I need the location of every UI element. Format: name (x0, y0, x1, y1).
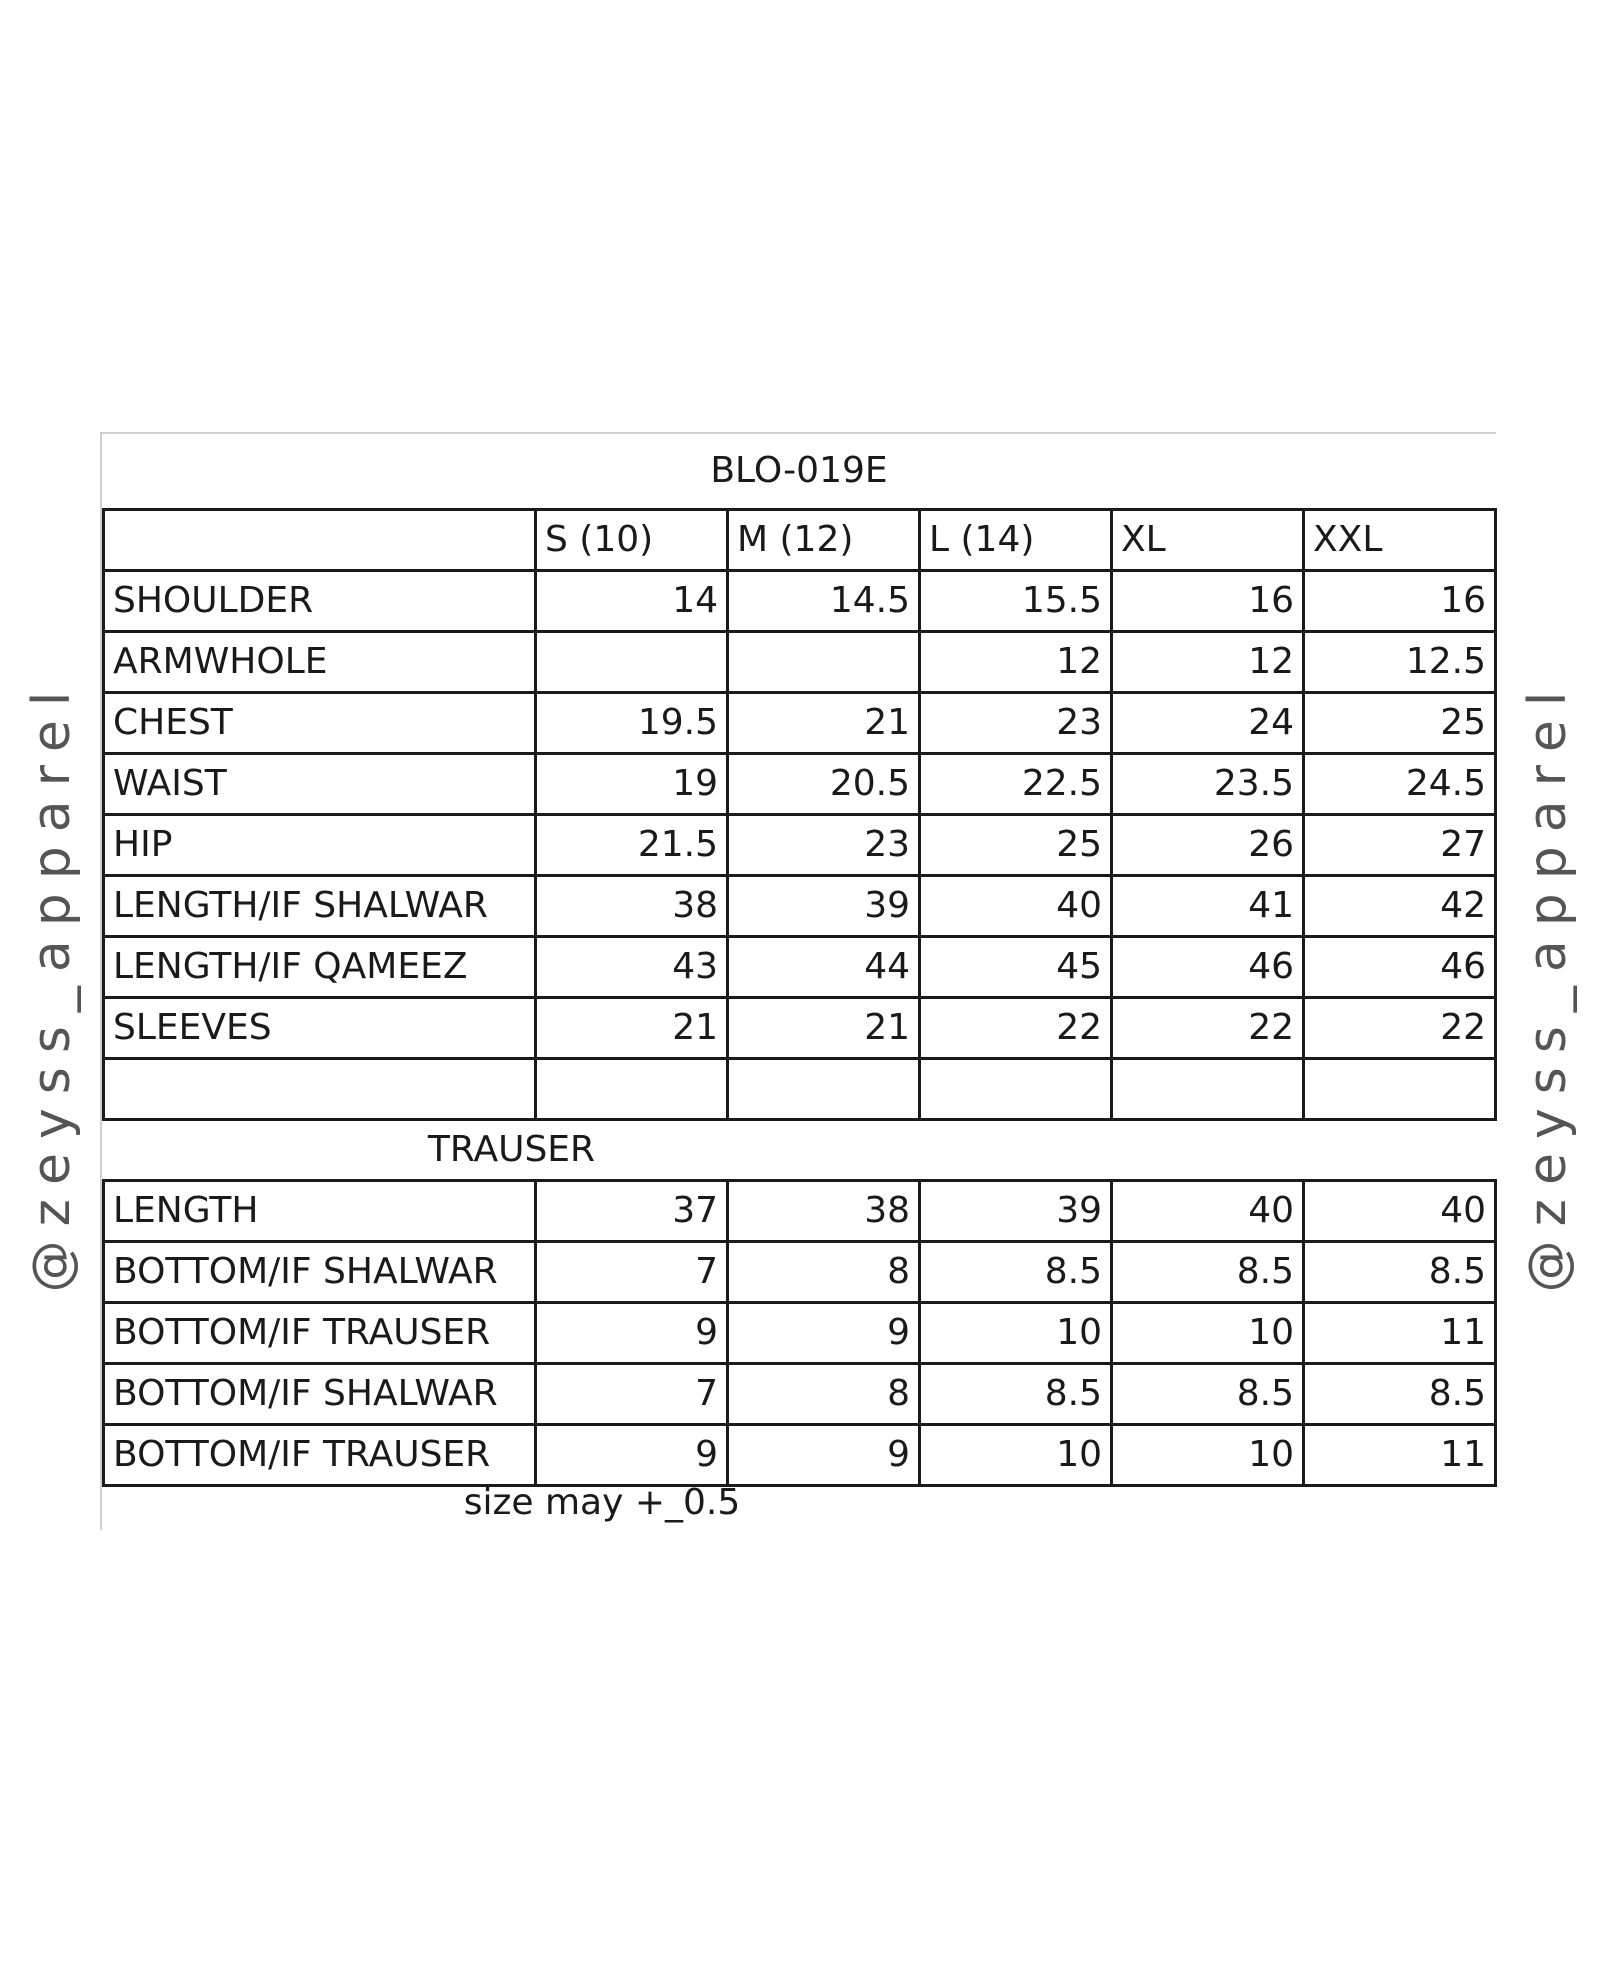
measurement-value: 40 (1112, 1181, 1304, 1242)
measurement-row (104, 1181, 1496, 1242)
measurement-value: 10 (1112, 1425, 1304, 1486)
measurement-label: BOTTOM/IF TRAUSER (104, 1425, 536, 1486)
measurement-value: 12.5 (1304, 632, 1496, 693)
measurement-value: 37 (536, 1181, 728, 1242)
measurement-row (104, 571, 1496, 632)
measurement-value: 42 (1304, 876, 1496, 937)
measurement-row (104, 1242, 1496, 1303)
measurement-value: 9 (536, 1303, 728, 1364)
measurement-value: 16 (1112, 571, 1304, 632)
measurement-value: 41 (1112, 876, 1304, 937)
measurement-value: 15.5 (920, 571, 1112, 632)
measurement-value: 39 (920, 1181, 1112, 1242)
measurement-value: 8.5 (920, 1242, 1112, 1303)
measurement-value: 21 (728, 998, 920, 1059)
measurement-value: 8.5 (1304, 1364, 1496, 1425)
measurement-label: LENGTH (104, 1181, 536, 1242)
measurement-label: BOTTOM/IF TRAUSER (104, 1303, 536, 1364)
size-chart-sheet (100, 432, 1496, 1530)
measurement-value: 14.5 (728, 571, 920, 632)
measurement-row (104, 632, 1496, 693)
size-chart-table (102, 508, 1497, 1487)
measurement-row (104, 1059, 1496, 1120)
measurement-label: LENGTH/IF SHALWAR (104, 876, 536, 937)
measurement-value: 38 (728, 1181, 920, 1242)
measurement-value: 16 (1304, 571, 1496, 632)
watermark-left: @zeyss_apparel (22, 677, 82, 1293)
measurement-label (104, 1059, 536, 1120)
measurement-value: 22 (1112, 998, 1304, 1059)
measurement-row (104, 1364, 1496, 1425)
measurement-value: 8 (728, 1364, 920, 1425)
measurement-value (1304, 1059, 1496, 1120)
measurement-value: 23.5 (1112, 754, 1304, 815)
size-header: S (10) (536, 510, 728, 571)
measurement-value: 40 (920, 876, 1112, 937)
size-header: XXL (1304, 510, 1496, 571)
measurement-value: 8.5 (1112, 1364, 1304, 1425)
measurement-label: HIP (104, 815, 536, 876)
size-header: L (14) (920, 510, 1112, 571)
measurement-value: 25 (920, 815, 1112, 876)
trouser-section-row (104, 1120, 1496, 1181)
measurement-label: LENGTH/IF QAMEEZ (104, 937, 536, 998)
measurement-value: 12 (920, 632, 1112, 693)
measurement-value: 9 (536, 1425, 728, 1486)
measurement-label: CHEST (104, 693, 536, 754)
measurement-value: 44 (728, 937, 920, 998)
measurement-value: 9 (728, 1303, 920, 1364)
measurement-label: SLEEVES (104, 998, 536, 1059)
trouser-section-title: TRAUSER (104, 1120, 920, 1181)
measurement-label: BOTTOM/IF SHALWAR (104, 1242, 536, 1303)
measurement-value: 46 (1112, 937, 1304, 998)
measurement-value: 22 (920, 998, 1112, 1059)
measurement-value: 21.5 (536, 815, 728, 876)
measurement-label: WAIST (104, 754, 536, 815)
measurement-label: ARMWHOLE (104, 632, 536, 693)
header-corner-cell (104, 510, 536, 571)
measurement-value: 12 (1112, 632, 1304, 693)
measurement-value: 7 (536, 1242, 728, 1303)
measurement-value: 8 (728, 1242, 920, 1303)
measurement-value: 39 (728, 876, 920, 937)
measurement-value: 24 (1112, 693, 1304, 754)
measurement-value: 7 (536, 1364, 728, 1425)
measurement-value: 8.5 (1304, 1242, 1496, 1303)
measurement-value: 14 (536, 571, 728, 632)
measurement-label: SHOULDER (104, 571, 536, 632)
measurement-value (728, 1059, 920, 1120)
product-code: BLO-019E (710, 450, 888, 491)
measurement-row (104, 937, 1496, 998)
measurement-value: 20.5 (728, 754, 920, 815)
measurement-row (104, 815, 1496, 876)
measurement-value: 38 (536, 876, 728, 937)
measurement-value (920, 1059, 1112, 1120)
measurement-value: 19 (536, 754, 728, 815)
measurement-value: 26 (1112, 815, 1304, 876)
size-header: M (12) (728, 510, 920, 571)
measurement-value: 22.5 (920, 754, 1112, 815)
measurement-row (104, 998, 1496, 1059)
measurement-value: 8.5 (920, 1364, 1112, 1425)
measurement-value: 10 (920, 1303, 1112, 1364)
measurement-value (1112, 1059, 1304, 1120)
measurement-value: 23 (920, 693, 1112, 754)
measurement-row (104, 754, 1496, 815)
measurement-value: 46 (1304, 937, 1496, 998)
measurement-value: 27 (1304, 815, 1496, 876)
measurement-value: 11 (1304, 1303, 1496, 1364)
measurement-value: 11 (1304, 1425, 1496, 1486)
measurement-value: 8.5 (1112, 1242, 1304, 1303)
measurement-value: 40 (1304, 1181, 1496, 1242)
measurement-value: 21 (536, 998, 728, 1059)
watermark-right: @zeyss_apparel (1518, 677, 1578, 1293)
size-header-row (104, 510, 1496, 571)
measurement-value: 19.5 (536, 693, 728, 754)
trouser-section-spacer (920, 1120, 1496, 1181)
measurement-value (536, 1059, 728, 1120)
measurement-value: 22 (1304, 998, 1496, 1059)
note-text: size may +_0.5 (463, 1482, 741, 1523)
measurement-row (104, 1303, 1496, 1364)
measurement-value: 45 (920, 937, 1112, 998)
measurement-row (104, 693, 1496, 754)
size-tolerance-note (102, 1476, 1302, 1530)
measurement-value: 25 (1304, 693, 1496, 754)
measurement-value: 43 (536, 937, 728, 998)
measurement-value: 10 (920, 1425, 1112, 1486)
measurement-row (104, 876, 1496, 937)
measurement-value: 21 (728, 693, 920, 754)
measurement-label: BOTTOM/IF SHALWAR (104, 1364, 536, 1425)
measurement-value (536, 632, 728, 693)
measurement-value: 24.5 (1304, 754, 1496, 815)
size-header: XL (1112, 510, 1304, 571)
measurement-value: 10 (1112, 1303, 1304, 1364)
measurement-value: 23 (728, 815, 920, 876)
measurement-value: 9 (728, 1425, 920, 1486)
measurement-value (728, 632, 920, 693)
